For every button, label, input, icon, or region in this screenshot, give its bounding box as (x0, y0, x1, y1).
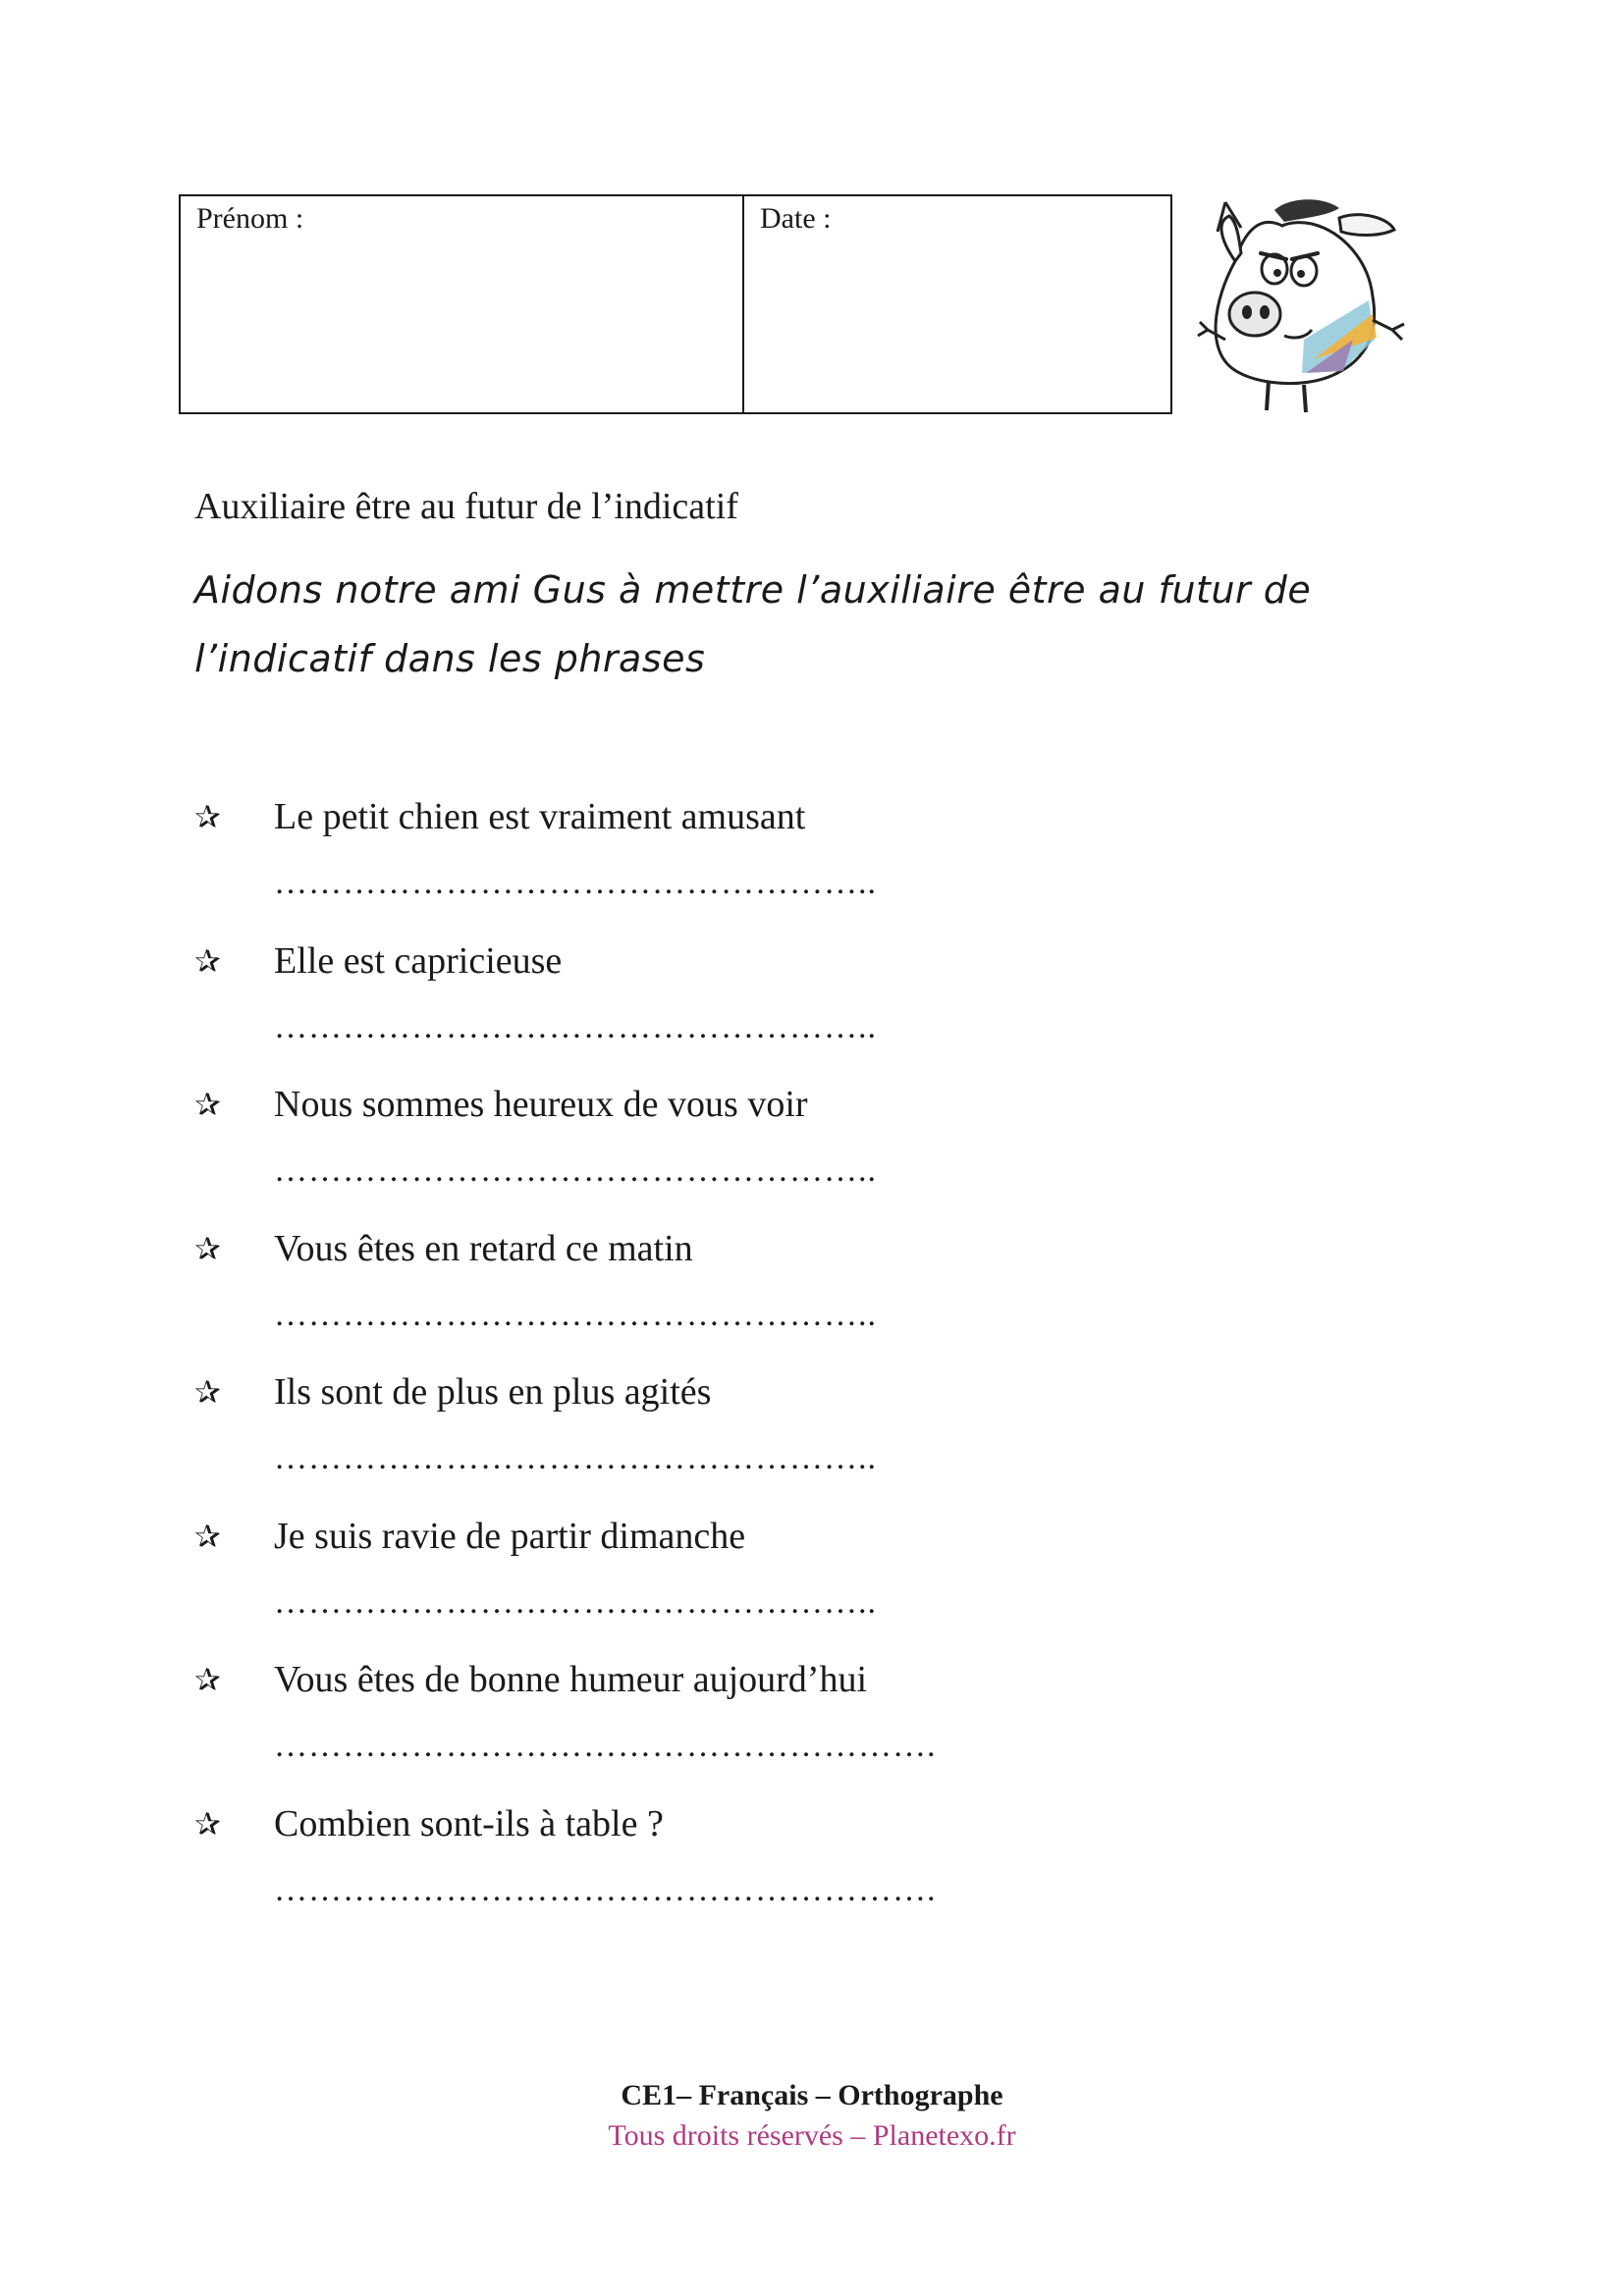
firstname-label: Prénom : (196, 202, 304, 235)
star-bullet-icon: ✰ (194, 1805, 221, 1842)
exercise-item (0, 937, 1624, 1082)
answer-line[interactable]: …………………………………………….. (274, 1152, 877, 1189)
exercise-sentence: Ils sont de plus en plus agités (274, 1371, 712, 1413)
exercise-item (0, 1656, 1624, 1800)
name-date-table (179, 194, 1172, 414)
star-bullet-icon: ✰ (194, 1518, 221, 1554)
star-bullet-icon: ✰ (194, 1087, 221, 1122)
exercise-sentence: Vous êtes de bonne humeur aujourd’hui (274, 1659, 868, 1700)
exercise-sentence: Combien sont-ils à table ? (274, 1802, 664, 1844)
exercise-item (0, 1800, 1624, 1945)
exercise-item (0, 1081, 1624, 1225)
answer-line[interactable]: …………………………………………….. (274, 1583, 877, 1621)
exercise-sentence: Vous êtes en retard ce matin (274, 1227, 693, 1269)
star-bullet-icon: ✰ (194, 1230, 221, 1266)
exercise-list (0, 793, 1624, 1944)
sheep-mascot-icon (1196, 192, 1412, 418)
instruction-text: Aidons notre ami Gus à mettre l’auxiliaire être au futur de l’indicatif dans les phrases (194, 568, 1312, 680)
exercise-sentence: Nous sommes heureux de vous voir (274, 1084, 808, 1125)
footer-title: CE1– Français – Orthographe (621, 2079, 1003, 2111)
answer-line[interactable]: …………………………………………….. (274, 1440, 877, 1476)
date-field[interactable] (744, 196, 1170, 412)
worksheet-title: Auxiliaire être au futur de l’indicatif (194, 486, 738, 527)
exercise-item (0, 1513, 1624, 1657)
answer-line[interactable]: …………………………………………………. (274, 1728, 937, 1764)
answer-line[interactable]: …………………………………………………. (274, 1871, 937, 1908)
firstname-field[interactable] (181, 196, 744, 412)
star-bullet-icon: ✰ (194, 1662, 221, 1697)
star-bullet-icon: ✰ (194, 799, 221, 834)
exercise-item (0, 793, 1624, 937)
exercise-sentence: Je suis ravie de partir dimanche (274, 1515, 746, 1557)
date-label: Date : (760, 202, 832, 235)
exercise-sentence: Elle est capricieuse (274, 939, 563, 982)
exercise-sentence: Le petit chien est vraiment amusant (274, 796, 806, 837)
star-bullet-icon: ✰ (194, 942, 221, 979)
answer-line[interactable]: …………………………………………….. (274, 865, 877, 901)
footer-copyright: Tous droits réservés – Planetexo.fr (608, 2119, 1016, 2152)
answer-line[interactable]: …………………………………………….. (274, 1296, 877, 1333)
exercise-item (0, 1225, 1624, 1369)
exercise-item (0, 1368, 1624, 1513)
answer-line[interactable]: …………………………………………….. (274, 1008, 877, 1045)
star-bullet-icon: ✰ (194, 1374, 221, 1410)
